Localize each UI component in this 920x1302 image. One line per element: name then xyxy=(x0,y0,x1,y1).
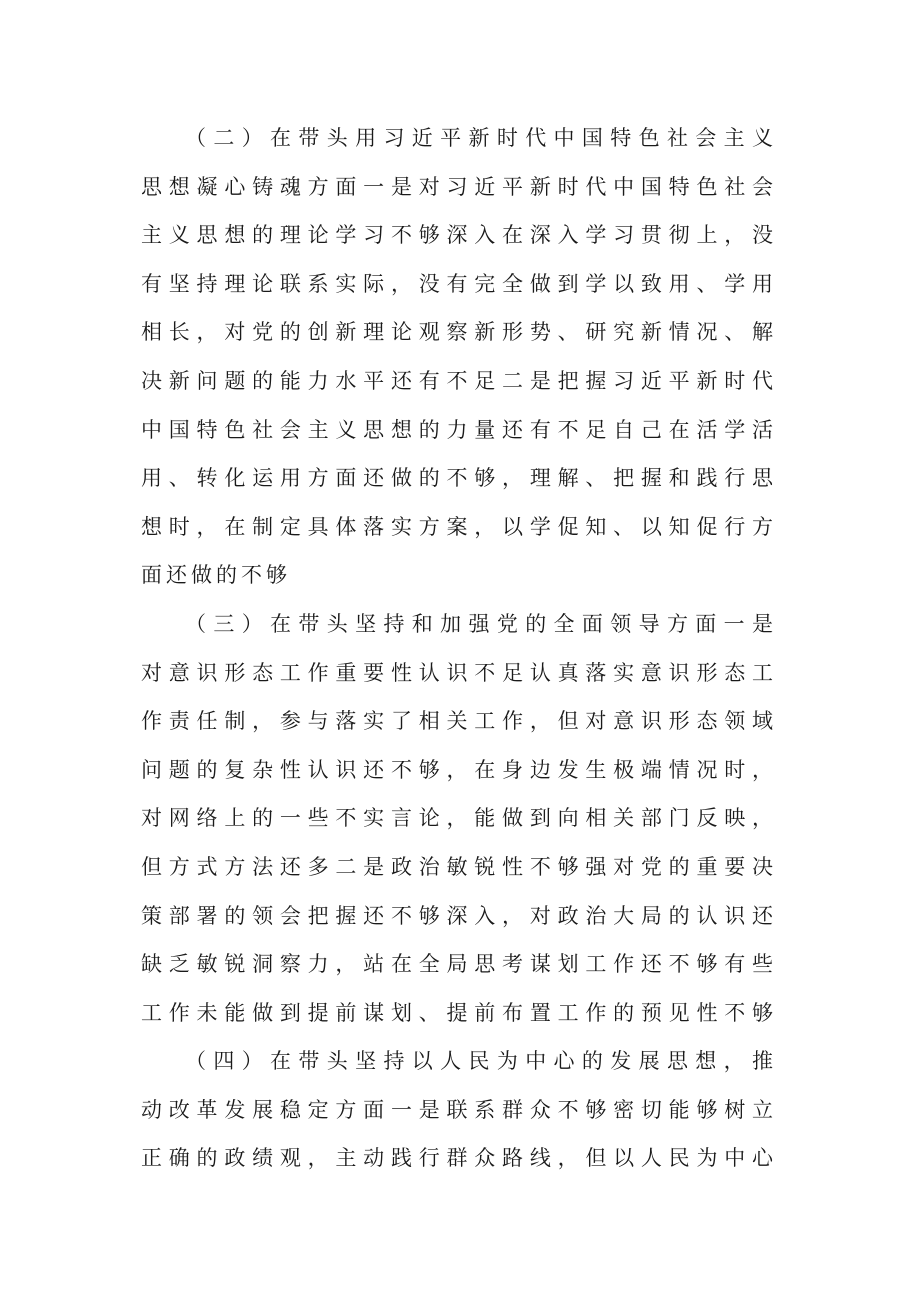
paragraph-1-line-9: 想时，在制定具体落实方案，以学促知、以知促行方 xyxy=(141,514,777,539)
paragraph-2-line-5: 对网络上的一些不实言论，能做到向相关部门反映， xyxy=(141,806,777,831)
paragraph-2-line-4: 问题的复杂性认识还不够，在身边发生极端情况时， xyxy=(141,757,777,782)
paragraph-2-line-7: 策部署的领会把握还不够深入，对政治大局的认识还 xyxy=(141,903,777,928)
document-body xyxy=(141,114,777,1183)
paragraph-1-line-8: 用、转化运用方面还做的不够，理解、把握和践行思 xyxy=(141,466,777,491)
paragraph-1-line-3: 主义思想的理论学习不够深入在深入学习贯彻上，没 xyxy=(141,223,777,248)
paragraph-2-line-8: 缺乏敏锐洞察力，站在全局思考谋划工作还不够有些 xyxy=(141,952,777,977)
paragraph-2-line-9: 工作未能做到提前谋划、提前布置工作的预见性不够 xyxy=(141,1000,777,1025)
paragraph-3-line-2: 动改革发展稳定方面一是联系群众不够密切能够树立 xyxy=(141,1097,777,1122)
paragraph-2-line-2: 对意识形态工作重要性认识不足认真落实意识形态工 xyxy=(141,660,777,685)
paragraph-2-line-1: （三）在带头坚持和加强党的全面领导方面一是 xyxy=(185,611,777,636)
paragraph-1-line-1: （二）在带头用习近平新时代中国特色社会主义 xyxy=(185,126,777,150)
paragraph-1-line-5: 相长，对党的创新理论观察新形势、研究新情况、解 xyxy=(141,320,777,345)
paragraph-1-line-2: 思想凝心铸魂方面一是对习近平新时代中国特色社会 xyxy=(141,174,777,199)
paragraph-1-line-7: 中国特色社会主义思想的力量还有不足自己在活学活 xyxy=(141,417,777,442)
paragraph-3-line-1: （四）在带头坚持以人民为中心的发展思想，推 xyxy=(185,1049,777,1074)
paragraph-2-line-3: 作责任制，参与落实了相关工作，但对意识形态领域 xyxy=(141,709,777,734)
paragraph-2-line-6: 但方式方法还多二是政治敏锐性不够强对党的重要决 xyxy=(141,854,777,879)
paragraph-1-line-4: 有坚持理论联系实际，没有完全做到学以致用、学用 xyxy=(141,271,777,296)
paragraph-1-line-6: 决新问题的能力水平还有不足二是把握习近平新时代 xyxy=(141,368,777,393)
paragraph-1-line-10: 面还做的不够 xyxy=(141,563,291,588)
paragraph-3-line-3: 正确的政绩观，主动践行群众路线，但以人民为中心 xyxy=(141,1146,777,1171)
